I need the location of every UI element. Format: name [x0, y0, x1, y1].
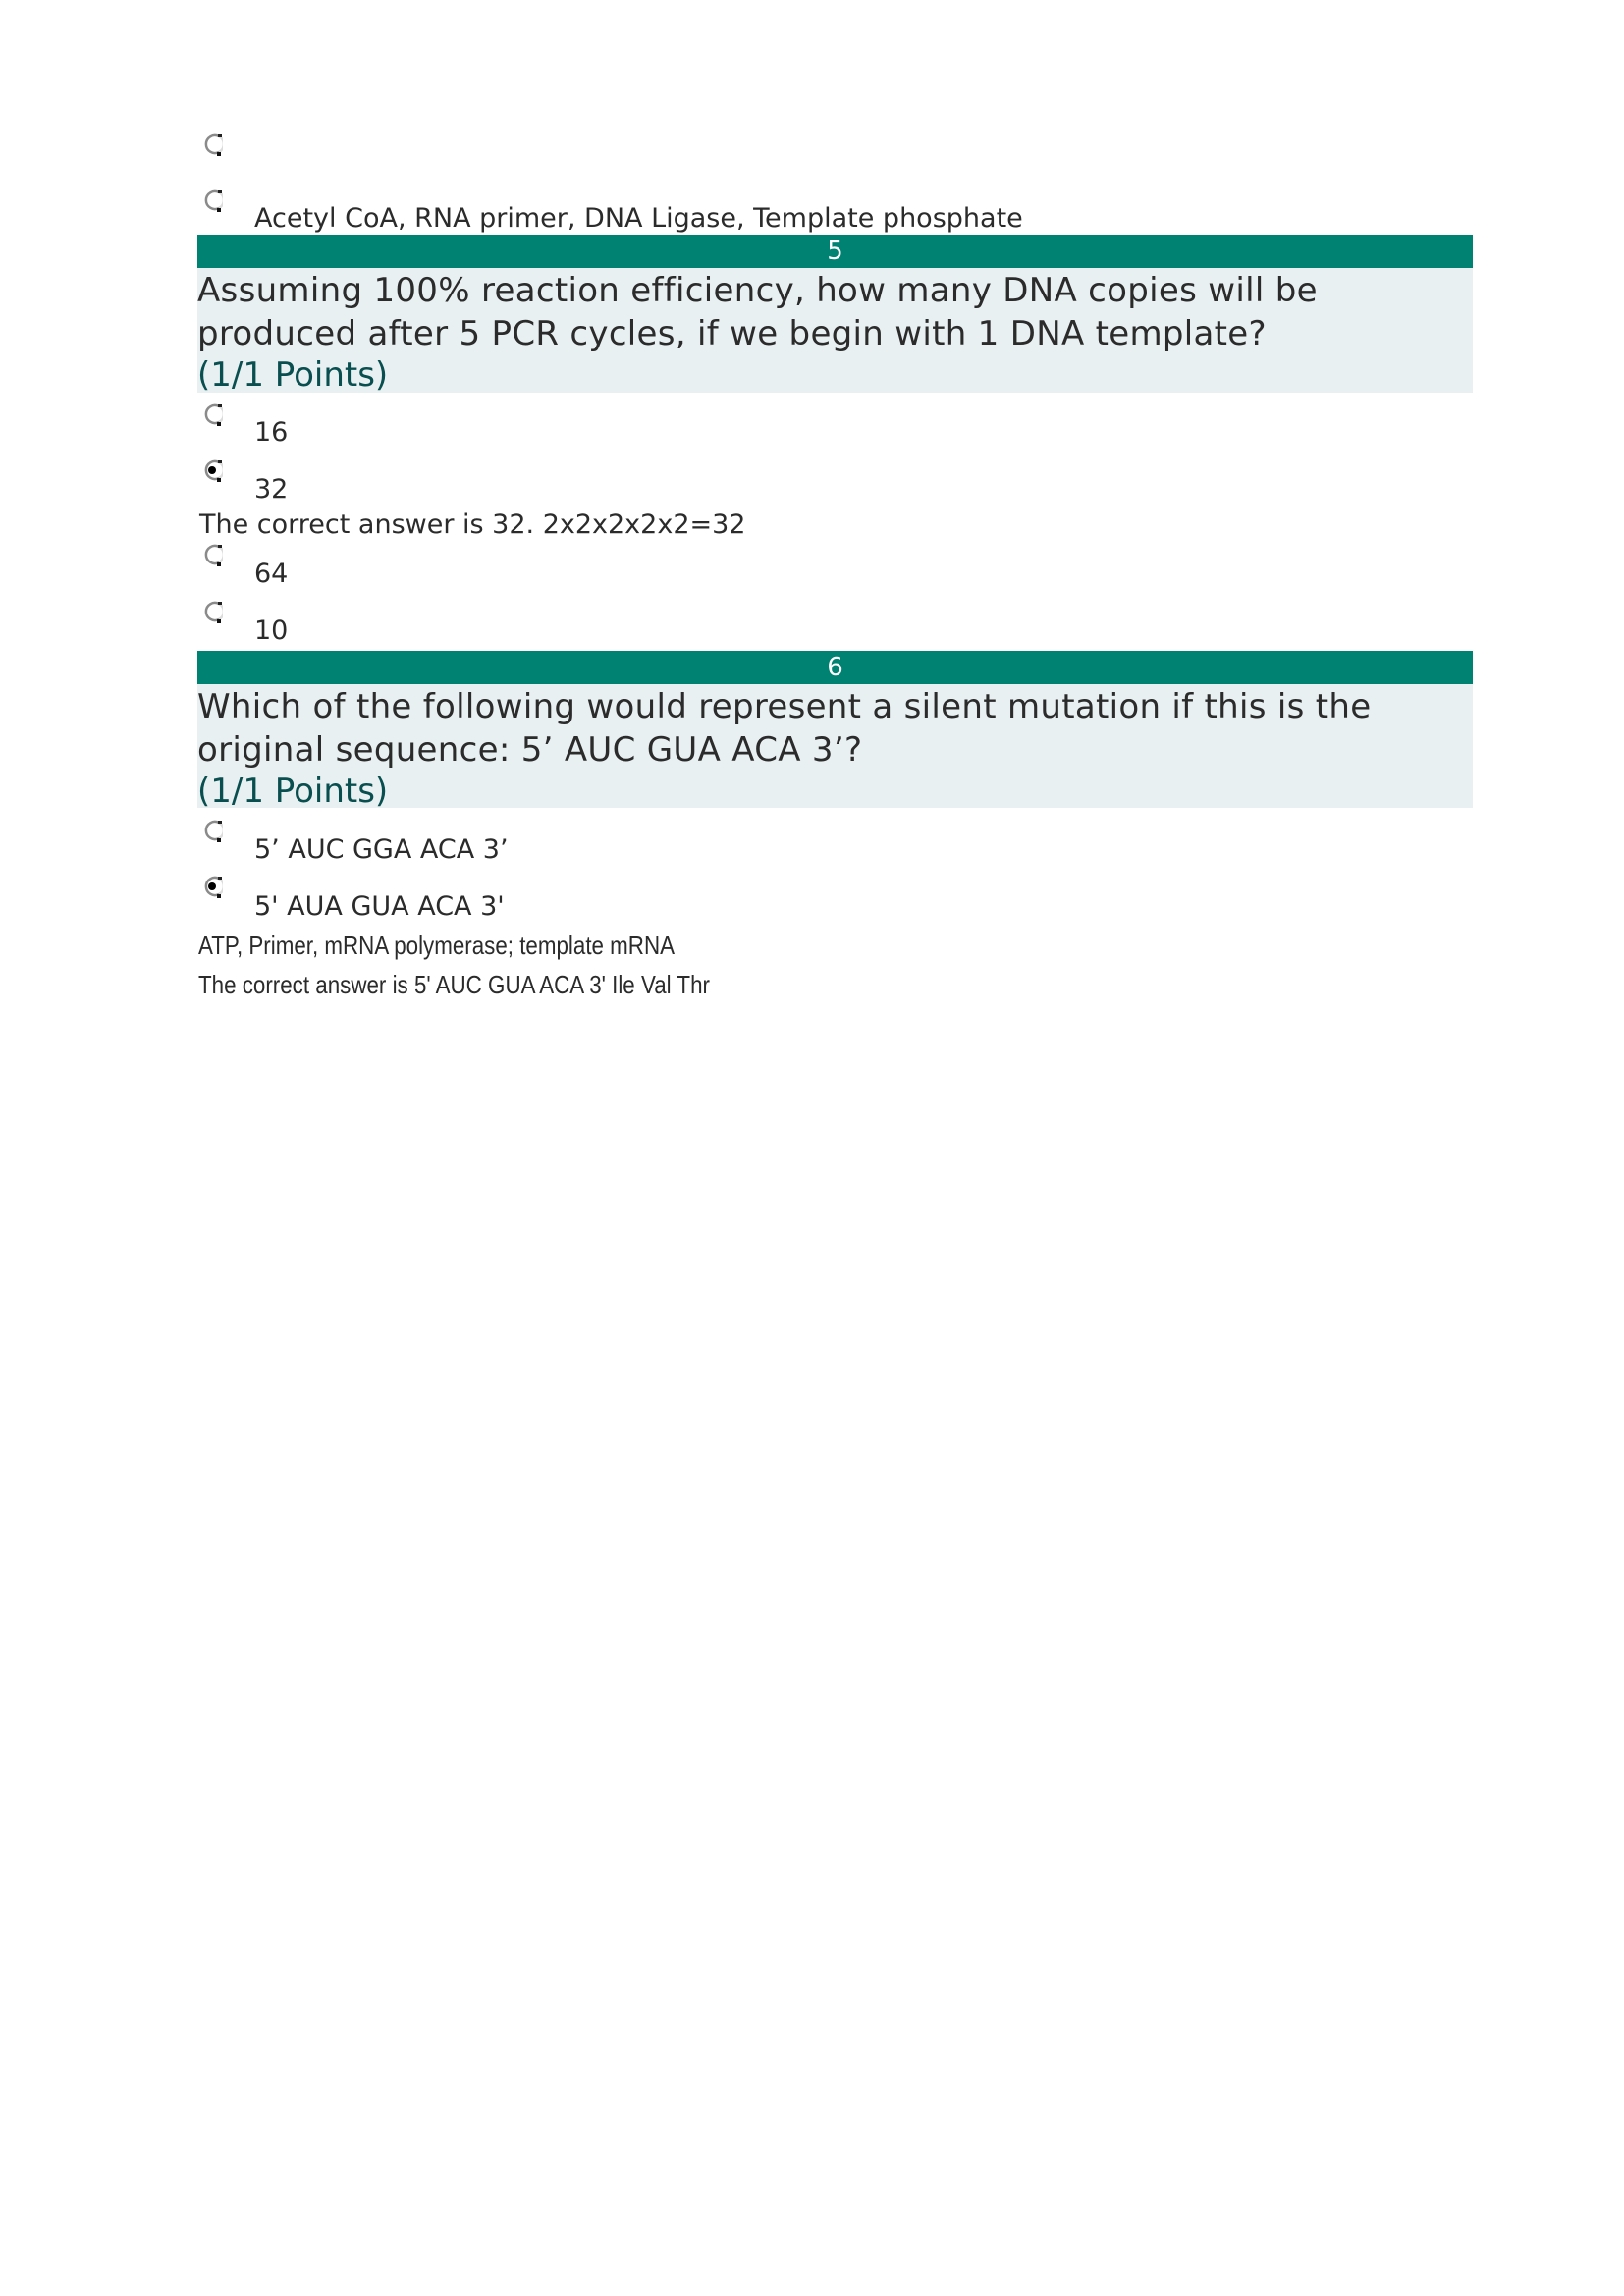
radio-selected-icon[interactable] — [201, 459, 223, 483]
option-label: 5’ AUC GGA ACA 3’ — [254, 834, 509, 865]
question-text: original sequence: 5’ AUC GUA ACA 3’? — [197, 730, 863, 770]
question-text: produced after 5 PCR cycles, if we begin with 1 DNA template? — [197, 314, 1267, 353]
question-box — [197, 684, 1473, 811]
question-points: (1/1 Points) — [197, 355, 389, 395]
radio-selected-icon[interactable] — [201, 876, 223, 899]
option-label: Acetyl CoA, RNA primer, DNA Ligase, Template phosphate — [254, 203, 1023, 234]
option-label: 10 — [254, 615, 289, 646]
radio-unselected-icon[interactable] — [201, 133, 223, 157]
radio-unselected-icon[interactable] — [201, 403, 223, 427]
radio-unselected-icon[interactable] — [201, 189, 223, 213]
question-number-bar: 6 — [197, 651, 1473, 684]
radio-unselected-icon[interactable] — [201, 601, 223, 624]
question-number-bar: 5 — [197, 235, 1473, 268]
question-text: Assuming 100% reaction efficiency, how many DNA copies will be — [197, 271, 1318, 310]
question-text: Which of the following would represent a silent mutation if this is the — [197, 687, 1372, 726]
radio-unselected-icon[interactable] — [201, 820, 223, 843]
option-label: 16 — [254, 417, 289, 448]
answer-feedback: The correct answer is 32. 2x2x2x2x2=32 — [199, 509, 746, 540]
answer-feedback: The correct answer is 5' AUC GUA ACA 3' Ile Val Thr — [198, 970, 710, 999]
answer-note: ATP, Primer, mRNA polymerase; template mRNA — [198, 931, 676, 960]
option-label: 5' AUA GUA ACA 3' — [254, 891, 505, 922]
question-points: (1/1 Points) — [197, 772, 389, 811]
radio-unselected-icon[interactable] — [201, 544, 223, 567]
option-label: 64 — [254, 559, 289, 589]
question-box — [197, 268, 1473, 393]
option-label: 32 — [254, 474, 289, 505]
